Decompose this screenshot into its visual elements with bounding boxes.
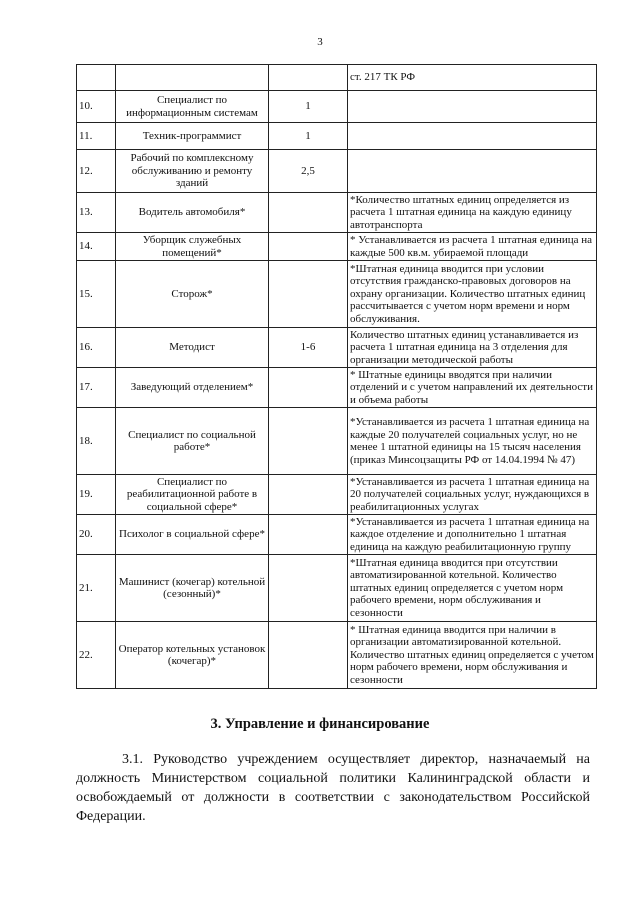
row-number: 15. — [77, 261, 116, 328]
position-title: Рабочий по комплексному обслуживанию и ремонту зданий — [116, 150, 269, 193]
position-title — [116, 65, 269, 91]
table-row — [77, 555, 597, 622]
row-number: 10. — [77, 91, 116, 123]
position-title: Специалист по социальной работе* — [116, 408, 269, 475]
table-row — [77, 65, 597, 91]
position-title: Водитель автомобиля* — [116, 193, 269, 233]
table-row — [77, 475, 597, 515]
unit-count — [269, 408, 348, 475]
row-number: 21. — [77, 555, 116, 622]
row-number — [77, 65, 116, 91]
unit-count — [269, 368, 348, 408]
unit-count — [269, 261, 348, 328]
staffing-note: * Штатная единица вводится при наличии в организации автоматизированной котельной. Количество штатных единиц определяется с учетом норм рабочего времени, норм обслуживания и сезонности — [348, 622, 597, 689]
table-row — [77, 622, 597, 689]
table-row — [77, 261, 597, 328]
row-number: 12. — [77, 150, 116, 193]
table-row — [77, 515, 597, 555]
unit-count — [269, 65, 348, 91]
row-number: 19. — [77, 475, 116, 515]
row-number: 13. — [77, 193, 116, 233]
row-number: 22. — [77, 622, 116, 689]
row-number: 14. — [77, 233, 116, 261]
unit-count: 1-6 — [269, 328, 348, 368]
staffing-note: *Устанавливается из расчета 1 штатная единица на каждые 20 получателей социальных услуг, но не менее 1 штатной единицы на 15 тысяч населения (приказ Минсоцзащиты РФ от 14.04.1994 № 47) — [348, 408, 597, 475]
unit-count — [269, 555, 348, 622]
position-title: Методист — [116, 328, 269, 368]
staffing-note: Количество штатных единиц устанавливается из расчета 1 штатная единица на 3 отделения для организации методической работы — [348, 328, 597, 368]
row-number: 11. — [77, 123, 116, 150]
position-title: Оператор котельных установок (кочегар)* — [116, 622, 269, 689]
table-row — [77, 233, 597, 261]
staffing-note: *Устанавливается из расчета 1 штатная единица на 20 получателей социальных услуг, нуждающихся в реабилитационных услугах — [348, 475, 597, 515]
position-title: Специалист по реабилитационной работе в социальной сфере* — [116, 475, 269, 515]
staffing-note: *Штатная единица вводится при отсутствии автоматизированной котельной. Количество штатных единиц определяется с учетом норм рабочего времени, норм обслуживания и сезонности — [348, 555, 597, 622]
staffing-note: * Устанавливается из расчета 1 штатная единица на каждые 500 кв.м. убираемой площади — [348, 233, 597, 261]
unit-count — [269, 233, 348, 261]
staffing-note: ст. 217 ТК РФ — [348, 65, 597, 91]
position-title: Техник-программист — [116, 123, 269, 150]
table-row — [77, 123, 597, 150]
unit-count: 1 — [269, 123, 348, 150]
row-number: 18. — [77, 408, 116, 475]
table-row — [77, 91, 597, 123]
position-title: Машинист (кочегар) котельной (сезонный)* — [116, 555, 269, 622]
staffing-note: *Количество штатных единиц определяется из расчета 1 штатная единица на каждую единицу автотранспорта — [348, 193, 597, 233]
page-number: 3 — [317, 36, 323, 48]
table-row — [77, 150, 597, 193]
row-number: 16. — [77, 328, 116, 368]
position-title: Сторож* — [116, 261, 269, 328]
unit-count — [269, 475, 348, 515]
staffing-note: * Штатные единицы вводятся при наличии отделений и с учетом направлений их деятельности и объема работы — [348, 368, 597, 408]
staffing-note: *Штатная единица вводится при условии отсутствия гражданско-правовых договоров на охрану организации. Количество штатных единиц рассчитывается с учетом норм времени и норм обслуживания. — [348, 261, 597, 328]
table-row — [77, 368, 597, 408]
staffing-note — [348, 91, 597, 123]
position-title: Уборщик служебных помещений* — [116, 233, 269, 261]
section-paragraph: 3.1. Руководство учреждением осуществляет директор, назначаемый на должность Министерством социальной политики Калининградской области и освобождаемый от должности в соответствии с законодательством Российской Федерации. — [76, 752, 590, 824]
table-row — [77, 328, 597, 368]
position-title: Психолог в социальной сфере* — [116, 515, 269, 555]
position-title: Заведующий отделением* — [116, 368, 269, 408]
unit-count: 2,5 — [269, 150, 348, 193]
unit-count — [269, 193, 348, 233]
unit-count: 1 — [269, 91, 348, 123]
staffing-note: *Устанавливается из расчета 1 штатная единица на каждое отделение и дополнительно 1 штатная единица на каждую реабилитационную группу — [348, 515, 597, 555]
unit-count — [269, 622, 348, 689]
table-row — [77, 193, 597, 233]
row-number: 20. — [77, 515, 116, 555]
section-heading: 3. Управление и финансирование — [210, 716, 430, 732]
staffing-note — [348, 150, 597, 193]
staffing-table — [76, 64, 597, 689]
unit-count — [269, 515, 348, 555]
table-row — [77, 408, 597, 475]
position-title: Специалист по информационным системам — [116, 91, 269, 123]
staffing-note — [348, 123, 597, 150]
row-number: 17. — [77, 368, 116, 408]
